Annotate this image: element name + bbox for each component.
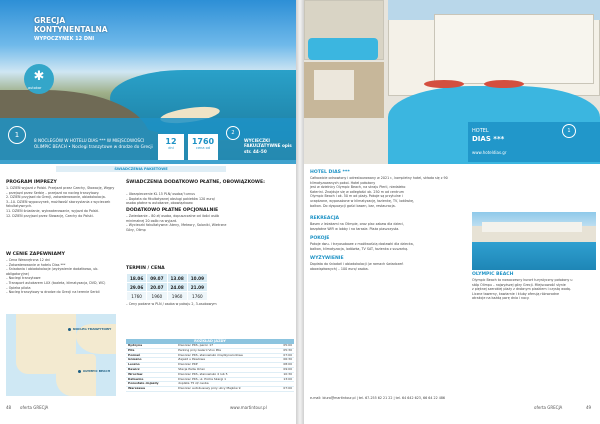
schedule-time: 09:00 [276, 367, 294, 372]
extra-line: osoba płatne w autokarze, obowiązkowo [126, 201, 193, 206]
date-cell: 24.08 [167, 283, 187, 292]
optional-heading: DODATKOWO PŁATNE OPCJONALNIE [126, 208, 219, 213]
hotel-desc-line: jest w dzielnicy Olympic Beach, na skraju Pierii, niedaleko [310, 185, 406, 190]
schedule-time: 10:30 [276, 372, 294, 377]
recreation-line: bezpłatne WiFi w lobby i na tarasie. Plaża piaszczysta. [310, 226, 400, 231]
recreation-heading: REKREACJA [310, 216, 340, 221]
schedule-row [126, 387, 294, 392]
program-line: fakultatywnych. [6, 204, 33, 209]
included-line: – Opieka pilota [6, 285, 31, 290]
date-cell: 21.09 [187, 283, 207, 292]
right-page [304, 0, 600, 424]
schedule-city: Katowice [126, 377, 176, 382]
date-cell: 20.07 [147, 283, 167, 292]
schedule-place: Dworzec PKP [176, 363, 275, 368]
schedule-city: Warszawa [126, 387, 176, 392]
page-subtitle: WYPOCZYNEK 12 DNI [34, 36, 95, 42]
rooms-line: Pokoje dwu- i trzyosobowe z możliwością dostawki dla dziecka, [310, 242, 414, 246]
band-text: 8 NOCLEGÓW W HOTELU DIAS *** W MIEJSCOWOŚCI OLIMPIC BEACH • Noclegi tranzytowe w drodze do Grecji [34, 138, 153, 149]
map-label-beach: OLYMPIC BEACH [83, 369, 111, 373]
schedule-time: 06:30 [276, 358, 294, 363]
schedule-place: Dworzec PKS, stanowisko międzynarodowe [176, 353, 275, 358]
hotel-box [468, 122, 600, 162]
beach-line: Olympic Beach to nowoczesny kurort turystyczny położony u [472, 278, 573, 282]
included-line: – Noclegi tranzytowe [6, 276, 41, 281]
page-number: 48 [6, 405, 12, 410]
schedule-city: Rydzyna [126, 344, 176, 348]
included-line: – Nocleg tranzytowy w drodze do Grecji na terenie Serbii [6, 290, 100, 295]
hotel-name: DIAS *** [472, 135, 505, 143]
schedule-city: Rawicz [126, 367, 176, 372]
schedule-city: Pozostałe dojazdy [126, 382, 176, 387]
hotel-label: HOTEL [472, 128, 489, 134]
schedule-city: Gniezno [126, 358, 176, 363]
included-line: – Zakwaterowanie w hotelu Dias *** [6, 262, 66, 267]
snowflake-icon: ✱ [24, 64, 54, 94]
spine [296, 0, 304, 424]
program-line: 2. DZIEŃ przyjazd do Grecji, zakwaterowanie, obiadokolacja. [6, 195, 106, 200]
schedule-place: Zajazd u Pawłowa [176, 358, 275, 363]
hotel-heading: HOTEL DIAS *** [310, 170, 350, 175]
board-line: Dopłata do śniadań i obiadokolacji (w ramach świadczeń [310, 262, 404, 266]
program-line: 1. DZIEŃ wyjazd z Polski. Przejazd przez Czechy, Słowację, Węgry [6, 186, 115, 190]
board-heading: WYŻYWIENIE [310, 256, 344, 261]
package-strip: ŚWIADCZENIA PAKIETOWE [56, 166, 226, 172]
schedule-place: dopłata 75 zł/ osoba [176, 382, 275, 387]
optional-line: – Wycieczki fakultatywne: Ateny, Meteory, Saloniki, Wietrzne [126, 223, 227, 228]
band-right-text: WYCIECZKI FAKULTATYWNE opis str. 44–50 [244, 138, 292, 154]
price-table [126, 273, 208, 301]
price-cell: 1960 [167, 292, 187, 301]
date-cell: 13.08 [167, 274, 187, 283]
beach-heading: OLYMPIC BEACH [472, 272, 514, 277]
program-line: – przejazd przez Serbię – przejazd na nocleg tranzytowy. [6, 190, 100, 195]
optional-line: Góry, Olimp [126, 227, 146, 232]
info-band [0, 118, 296, 164]
schedule-place: Parking przy Galerii Vivo Piła [176, 348, 275, 353]
beach-line: stóp Olimpu – najwyższej góry Grecji. Miejscowość słynie [472, 282, 566, 287]
price-cell: 1760 [187, 292, 207, 301]
board-text [310, 262, 466, 271]
schedule-city: Wrocław [126, 372, 176, 377]
price-cell: 1960 [147, 292, 167, 301]
program-list [6, 186, 122, 218]
included-heading: W CENIE ZAPEWNIAMY [6, 252, 65, 257]
schedule-time: 07:00 [276, 353, 294, 358]
schedule-heading: ROZKŁAD JAZDY [126, 339, 294, 344]
beach-line: atrakcje na każdą porę dnia i nocy. [472, 296, 530, 301]
schedule-time: 05:00 [276, 344, 294, 348]
rooms-line: balkon, klimatyzacja, lodówka, TV SAT, łazienka z suszarką. [310, 246, 409, 251]
beach-line: z pięknej szerokiej plaży z drobnym piaskiem i czystą wodą. [472, 287, 571, 292]
schedule-place: Stacja Paliw Orlen [176, 367, 275, 372]
program-line: 11. DZIEŃ śniadanie, wykwaterowanie, wyjazd do Polski. [6, 208, 100, 213]
date-cell: 10.09 [187, 274, 207, 283]
page-number-right: 49 [586, 405, 592, 410]
olympic-beach-photo [472, 212, 596, 270]
days-box: 12 dni [158, 134, 184, 160]
rooms-heading: POKOJE [310, 236, 330, 241]
recreation-line: Basen z leżakami na Olimpie, oraz plac zabaw dla dzieci, [310, 222, 404, 226]
included-line: – Cena Wewnętrzna 12 dni [6, 258, 50, 262]
band-right-number: 2 [226, 126, 240, 140]
included-list [6, 258, 122, 295]
price-box: 1760 cena od [188, 134, 218, 160]
beach-line: Liczne tawerny, kawiarnie i kluby oferują różnorodne [472, 291, 560, 296]
extra-line: – Ubezpieczenie KL 15 PLN/ osoba/ turnus [126, 192, 195, 196]
schedule-time: 07:00 [276, 387, 294, 392]
hotel-desc-line: Katerini. Znajduje się w odległości ok. 250 m od centrum [310, 189, 404, 194]
hotel-desc [310, 176, 466, 208]
map-label-transit: NOCLEG TRANZYTOWY [73, 327, 112, 331]
date-cell: 29.06 [127, 283, 147, 292]
schedule-place: Dworzec autobusowy przy ulicy Majków 9 [176, 387, 275, 392]
schedule-city: Poznań [126, 353, 176, 358]
band-number: 1 [8, 126, 26, 144]
price-heading: TERMIN / CENA [126, 266, 165, 271]
page-title: GRECJA KONTYNENTALNA [34, 16, 108, 34]
program-line: 12. DZIEŃ przyjazd przez Słowację, Czechy do Polski. [6, 213, 94, 218]
footer-url: www.martintour.pl [230, 405, 267, 410]
footer-brand-right: oferta GRECJA [534, 405, 563, 410]
badge-label: autokar [28, 86, 42, 90]
optional-line: minimalnej 20 osób na wyjazd. [126, 218, 178, 223]
optional-list [126, 214, 294, 232]
board-line: obowiązkowych) – 100 euro/ osoba. [310, 266, 369, 271]
hotel-number: 1 [562, 124, 576, 138]
hotel-desc-line: Olympic Beach i ok. 50 m od plaży. Pokoje są przytulne i [310, 194, 403, 199]
program-heading: PROGRAM IMPREZY [6, 180, 57, 185]
hotel-desc-line: urządzone, wyposażone w klimatyzację, łazienkę, TV, lodówkę, [310, 198, 415, 203]
date-cell: 09.07 [147, 274, 167, 283]
price-note: – Ceny podane w PLN / osoba w pokoju 2, 3-osobowym [126, 302, 217, 306]
route-map [6, 314, 116, 396]
footer-brand: oferta GRECJA [20, 405, 49, 410]
schedule-place: Dworzec PKS, stanowisko 4 lub 5 [176, 372, 275, 377]
extra-line: – Dopłata do fikultatywnej obsługi pakietów 120 euro/ [126, 196, 215, 201]
schedule-city: Piła [126, 348, 176, 353]
schedule-place: Dworzec PKS, ul. Piotra Skargi 1 [176, 377, 275, 382]
hotel-url: www.hoteldias.gr [472, 150, 507, 155]
price-cell: 1760 [127, 292, 147, 301]
schedule-place: Dworzec PKS, peron 17 [176, 344, 275, 348]
schedule-time: 05:30 [276, 348, 294, 353]
program-line: 3.–10. DZIEŃ wypoczynek, możliwość skorzystania z wycieczek [6, 199, 111, 204]
hotel-desc-line: balkon. Do dyspozycji gości basen, bar, restauracja. [310, 203, 396, 208]
contact-line: e-mail: biuro@martintour.pl | tel. 67-255 62 21 22 | tel. 64 642 623, 66 64 22 486 [310, 396, 446, 400]
hotel-desc-line: Całkowicie odnowiony i odrestaurowany w 2021 r., kompletny hotel, składa się z 90 klimatyzowanych pokoi. Hotel położony [310, 176, 448, 185]
optional-line: – Zwiedzanie – 80 zł/ osoba, dopuszczalne od ilości osób [126, 214, 219, 218]
left-page [0, 0, 296, 424]
date-cell: 18.06 [127, 274, 147, 283]
recreation-text [310, 222, 466, 231]
extra-heading: ŚWIADCZENIA DODATKOWO PŁATNE, OBOWIĄZKOWE: [126, 180, 265, 185]
included-line: – Transport autokarem LUX (toaleta, klimatyzacja, DVD, WC) [6, 280, 106, 285]
schedule-time: 13:00 [276, 377, 294, 382]
rooms-text [310, 242, 466, 251]
schedule-table [126, 344, 294, 392]
included-line: – Śniadania i obiadokolacje (wyżywienie dodatkowo, ub. obligatoryjne) [6, 267, 99, 276]
extra-list [126, 192, 294, 206]
schedule-city: Leszno [126, 363, 176, 368]
beach-text [472, 278, 596, 301]
schedule-time: 08:00 [276, 363, 294, 368]
